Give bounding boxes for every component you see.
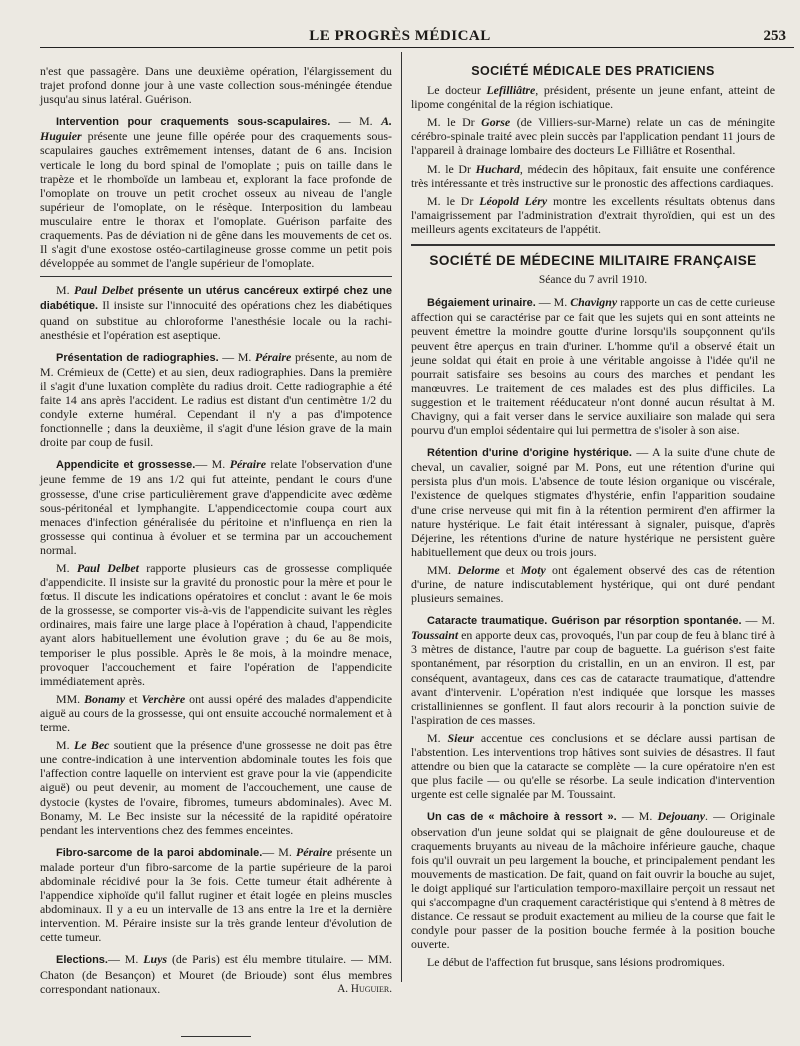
article-heading: Elections. <box>56 954 108 967</box>
article-radiographies: Présentation de radiographies. — M. Péraire présente, au nom de M. Crémieux de (Cette) et au sien, deux radiographies. Dans la première il s'agit d'une luxation complète du radius droit. Cette radiographie a été faite 14 ans après l'accident. Le radius est distant d'un centimètre 1/2 du condyle externe huméral. Cependant il n'y a pas d'impotence fonctionnelle ; dans la deuxième, il s'agit d'une lésion grave de la main droite par coup de fusil. <box>40 349 392 450</box>
paragraph-lefilliatre: Le docteur Lefilliâtre, président, présente un jeune enfant, atteint de lipome congénital de la région ischiatique. <box>411 83 775 112</box>
author-name: Gorse <box>481 115 511 130</box>
author-name: Le Bec <box>73 738 110 753</box>
article-heading: Intervention pour craquements sous-scapulaires. <box>56 116 331 129</box>
author-name: A. Huguier <box>40 114 392 144</box>
page-number: 253 <box>763 28 786 44</box>
author-name: Chavigny <box>570 295 618 310</box>
society-heading: SOCIÉTÉ MÉDICALE DES PRATICIENS <box>471 64 715 78</box>
article-uterus: M. Paul Delbet présente un utérus cancéreux extirpé chez une diabétique. Il insiste sur l'innocuité des opérations chez les diabétiques quand on substitue au chloroforme l'anesthésie locale ou la rachi-anesthésie et l'opération est aseptique. <box>40 283 392 342</box>
article-machoire: Un cas de « mâchoire à ressort ». — M. Dejouany. — Originale observation d'un jeune soldat qui se plaignait de gêne douloureuse et de craquements bruyants au niveau de la mâchoire inférieure gauche, chaque fois qu'il ouvrait un peu largement la bouche, et principalement pendant les mouvements de mastication. De fait, quand on fait ouvrir la bouche au sujet, le doigt appliqué sur l'articulation temporo-maxillaire perçoit un ressaut net qui s'accompagne d'un craquement caractéristique qui s'entend à 8 mètres de distance. Ce ressaut se produit exactement au milieu de la course que fait le condyle pour passer de la position bouche fermée à la position bouche ouverte. <box>411 809 775 952</box>
author-name: Luys <box>143 952 168 967</box>
author-name: Péraire <box>295 844 333 859</box>
running-header <box>0 22 800 48</box>
author-name: Sieur <box>447 730 474 745</box>
article-heading: Présentation de radiographies. <box>56 351 219 364</box>
author-name: Toussaint <box>411 628 459 643</box>
paragraph-continuation: n'est que passagère. Dans une deuxième opération, l'élargissement du trajet profond donne jour à une vaste collection sous-méningée étendue jusqu'au sinus latéral. Guérison. <box>40 64 392 107</box>
paragraph-delorme: MM. Delorme et Moty ont également observé des cas de rétention d'urine, de nature indiscutablement hystérique, qui ont duré pendant plusieurs semaines. <box>411 562 776 606</box>
society-heading: SOCIÉTÉ DE MÉDECINE MILITAIRE FRANÇAISE <box>429 253 757 269</box>
article-fibrosarcome: Fibro-sarcome de la paroi abdominale.— M. Péraire présente un malade porteur d'un fibro-sarcome de la partie supérieure de la paroi abdominale récidivé pour la 3e fois. Cette tumeur était adhérente à l'appendice xiphoïde qu'il fallut ruginer et était logée en pleins muscles abdominaux. Il y a eu un intervalle de 13 ans entre la 1re et la dernière intervention. M. Péraire insiste sur la très grande lenteur d'évolution de cette tumeur. <box>40 844 393 945</box>
paragraph-huchard: M. le Dr Huchard, médecin des hôpitaux, fait ensuite une conférence très intéressante et très instructive sur le pronostic des affections cardiaques. <box>411 161 775 190</box>
article-craquements: Intervention pour craquements sous-scapulaires. — M. A. Huguier présente une jeune fille opérée pour des craquements sous-scapulaires gauches extrêmement intenses, datant de 6 ans. Incision verticale le long du bord spinal de l'omoplate ; puis on taille dans le trapèze et le rhomboïde un lambeau et, explorant la face profonde de l'omoplate on trouve un petit crochet osseux au niveau de l'angle supérieur de l'omoplate, on le résèque. Interposition du lambeau musculaire entre le thorax et l'omoplate. Guérison parfaite des craquements. Pas de déviation ni de gêne dans les mouvements de cet os. Il s'agit d'une exostose ostéo-cartilagineuse grosse comme un petit pois développée au sommet de l'angle supérieur de l'omoplate. <box>40 114 392 271</box>
author-name: Moty <box>520 562 546 577</box>
author-name: Dejouany <box>657 809 706 824</box>
column-divider <box>401 52 402 982</box>
header-rule <box>40 47 794 48</box>
article-heading: Bégaiement urinaire. <box>427 297 536 310</box>
author-name: Léopold Léry <box>479 193 548 208</box>
paragraph-lebec: M. Le Bec soutient que la présence d'une grossesse ne doit pas être une contre-indication à une intervention abdominale toutes les fois que l'affection contre laquelle on intervient est grave pour la vie (appendicite aiguë) ou peut devenir, au moment de l'accouchement, une cause de dystocie (kystes de l'ovaire, fibromes, tumeurs abdominales). Avec M. Bonamy, M. Le Bec insiste sur la nécessité de la rapidité opératoire pendant les interventions chez des femmes enceintes. <box>40 738 392 837</box>
article-heading: Cataracte traumatique. Guérison par résorption spontanée. <box>427 615 742 628</box>
author-name: Verchère <box>141 691 186 706</box>
section-rule <box>40 276 392 277</box>
article-heading: Un cas de « mâchoire à ressort ». <box>427 811 617 824</box>
paragraph-delbet: M. Paul Delbet rapporte plusieurs cas de grossesse compliquée d'appendicite. Il insiste sur la gravité du pronostic pour la mère et pour le fœtus. Il discute les indications opératoires et conclut : avant le 6e mois de la grossesse, se comporter vis-à-vis de l'appendicite suivant les règles ordinaires, mais faire une large place à l'opération à chaud, l'appendicite ayant alors habituellement une évolution grave ; du 6e au 8e mois, temporiser le plus possible. Après le 8e mois, à la moindre menace, provoquer l'accouchement et faire l'opération de l'appendicite immédiatement après. <box>40 561 392 688</box>
article-heading: Fibro-sarcome de la paroi abdominale. <box>56 846 263 859</box>
article-heading: présente un utérus cancéreux extirpé chez une diabétique. <box>40 285 392 313</box>
article-appendicite: Appendicite et grossesse.— M. Péraire relate l'observation d'une jeune femme de 19 ans 1/2 qui fut atteinte, pendant le cours d'une grossesse, d'une crise particulièrement grave d'appendicite avec œdème sous-péritonéal et lymphangite. L'appendicectomie coupa court aux menaces d'infection généralisée du péritoine et n'influença en rien la grossesse qui continua à évoluer et se termina par un accouchement normal. <box>40 457 392 557</box>
journal-title: LE PROGRÈS MÉDICAL <box>309 28 491 44</box>
article-heading: Rétention d'urine d'origine hystérique. <box>427 447 632 460</box>
author-name: Paul Delbet <box>73 283 134 298</box>
paragraph-lery: M. le Dr Léopold Léry montre les excellents résultats obtenus dans l'amaigrissement par l'administration d'extrait thyroïdien, qui est un des meilleurs agents excitateurs de l'appétit. <box>411 193 776 236</box>
left-column <box>40 64 392 1037</box>
author-name: Delorme <box>457 562 500 577</box>
paragraph-sieur: M. Sieur accentue ces conclusions et se déclare aussi partisan de l'abstention. Les interventions trop hâtives sont suivies de désastres. Il faut attendre ou bien que la cataracte se complète — la cure opératoire n'en est que plus facile — ou qu'elle se résorbe. La seule indication d'intervention urgente est celle signalée par M. Toussaint. <box>411 730 775 802</box>
author-name: Paul Delbet <box>76 561 139 575</box>
article-begaiement: Bégaiement urinaire. — M. Chavigny rapporte un cas de cette curieuse affection qui se caractérise par ce fait que les sujets qui en sont atteints ne peuvent émettre la moindre goutte d'urine lorsqu'ils soupçonnent qu'ils peuvent être aperçus en train d'uriner. L'homme qu'il a observé était un jeune soldat qui était en proie à une véritable angoisse à l'idée qu'il ne pourrait satisfaire ses besoins au cours des marches et pendant les manœuvres. Le traitement de ces malades est des plus difficiles. La suggestion et le traitement rééducateur n'ont donné aucun résultat à M. Chavigny, qui a fait verser dans le service auxiliaire son malade qui sera pourvu d'un emploi sédentaire qui lui permettra de s'isoler à son aise. <box>411 295 775 438</box>
end-rule <box>181 1036 251 1037</box>
session-date: Séance du 7 avril 1910. <box>538 274 648 287</box>
article-elections: Elections.— M. Luys (de Paris) est élu membre titulaire. — MM. Chaton (de Besançon) et Mouret (de Brioude) sont élus membres correspondant nationaux. A. Huguier. <box>40 952 392 996</box>
author-name: Huchard <box>475 161 520 176</box>
author-name: Péraire <box>255 349 292 364</box>
right-column <box>411 64 775 973</box>
article-heading: Appendicite et grossesse. <box>56 459 196 472</box>
paragraph-debut: Le début de l'affection fut brusque, sans lésions prodromiques. <box>427 955 725 970</box>
article-cataracte: Cataracte traumatique. Guérison par résorption spontanée. — M. Toussaint en apporte deux cas, provoqués, l'un par coup de feu à blanc tiré à 3 mètres de distance, l'autre par coup de baguette. La guérison s'est faite spontanément, par résorption du cristallin, en un an environ. Il est, par conséquent, avantageux, dans ces cas de cataracte traumatique, d'attendre avant d'intervenir. L'opération n'est indiquée que lorsque les masses cristalliniennes se gonflent. Il faut alors recourir à la ponction suivie de l'aspiration de ces masses. <box>411 613 776 727</box>
author-name: Bonamy <box>84 691 126 706</box>
paragraph-gorse: M. le Dr Gorse (de Villiers-sur-Marne) relate un cas de méningite cérébro-spinale traité avec plein succès par l'application pendant 11 jours de l'appareil à drainage lombaire des docteurs Le Filliâtre et Rosenthal. <box>411 115 775 158</box>
author-name: Lefilliâtre <box>486 83 536 98</box>
section-rule <box>411 244 775 246</box>
paragraph-bonamy: MM. Bonamy et Verchère ont aussi opéré des malades d'appendicite aiguë au cours de la grossesse, qui ont ensuite accouché normalement et à terme. <box>40 691 393 735</box>
signature: A. Huguier. <box>337 982 392 995</box>
author-name: Péraire <box>229 457 267 472</box>
article-retention: Rétention d'urine d'origine hystérique. — A la suite d'une chute de cheval, un cavalier, soigné par M. Pons, eut une rétention d'urine qui persista plus d'un mois. L'absence de toute lésion organique ou viscérale, l'existence de quelques stigmates d'hystérie, enfin l'apparition soudaine d'une crise nerveuse qui mit fin à la rétention permirent d'en affirmer la nature hystérique. Le fait était intéressant à signaler, puisque, d'après Déjerine, les rétentions d'urine de nature hystérique ne persistent guère habituellement que deux ou trois jours. <box>411 445 775 559</box>
